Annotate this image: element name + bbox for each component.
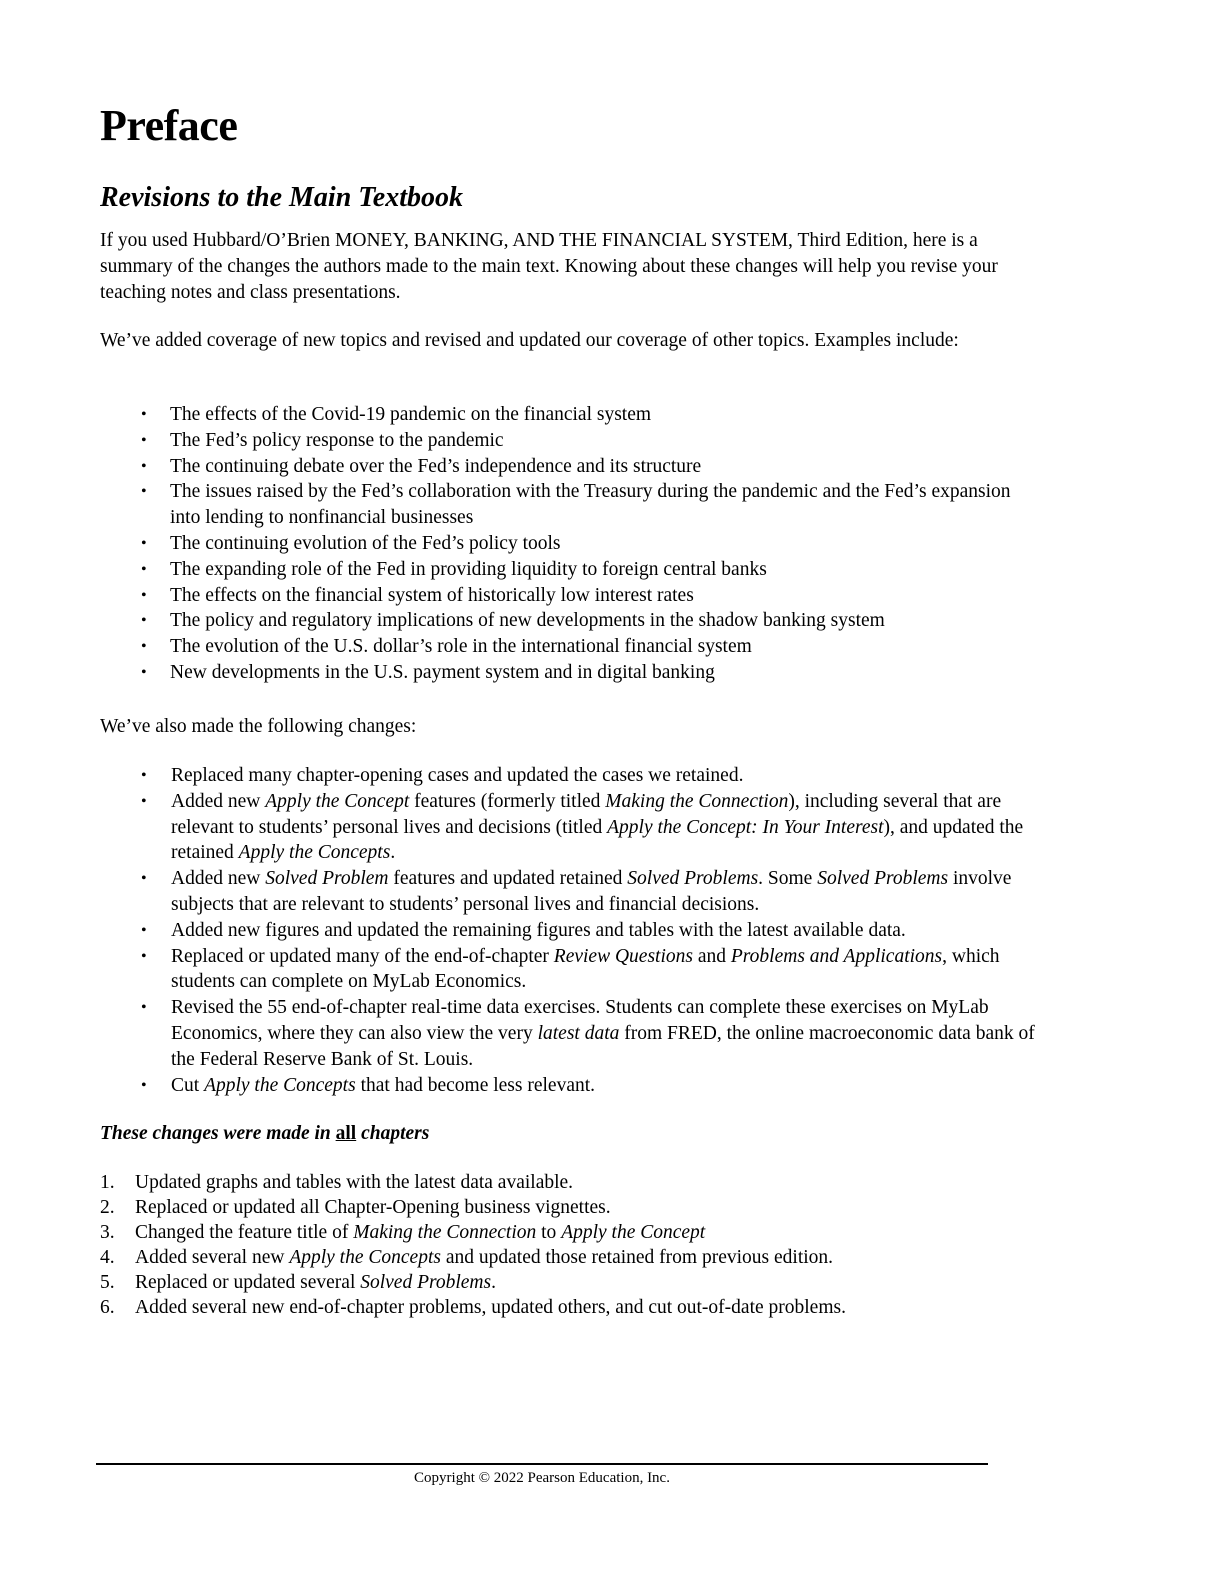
- bullet-icon: •: [141, 792, 147, 810]
- all-chapters-heading: [100, 1121, 429, 1147]
- bullet-icon: •: [141, 999, 147, 1017]
- bullet-icon: •: [141, 560, 147, 578]
- all-chapters-heading-before: These changes were made in: [100, 1123, 336, 1144]
- text-run: that had become less relevant.: [355, 1074, 596, 1096]
- changes-intro-paragraph: We’ve also made the following changes:: [100, 716, 417, 737]
- text-run: , which students can complete on MyLab Economics.: [171, 945, 1000, 993]
- text-run: Updated graphs and tables with the latest data available.: [135, 1172, 574, 1193]
- list-item-text: The issues raised by the Fed’s collaboration with the Treasury during the pandemic and the Fed’s expansion into lending to nonfinancial businesses: [170, 481, 1011, 529]
- item-number: 5.: [100, 1272, 115, 1293]
- bullet-icon: •: [141, 767, 147, 784]
- italic-text: Solved Problem: [265, 868, 389, 890]
- text-run: features (formerly titled: [409, 790, 606, 812]
- item-number: 3.: [100, 1222, 115, 1243]
- list-item-text: The evolution of the U.S. dollar’s role in the international financial system: [170, 636, 752, 658]
- bullet-icon: •: [141, 947, 147, 965]
- italic-text: Solved Problems: [360, 1272, 492, 1293]
- footer-copyright: Copyright © 2022 Pearson Education, Inc.: [414, 1470, 670, 1486]
- text-run: ), including several that are relevant to students’ personal lives and decisions (titled: [171, 790, 1002, 838]
- bullet-icon: •: [141, 1076, 147, 1094]
- text-run: and updated those retained from previous edition.: [440, 1247, 834, 1268]
- page-title: Preface: [100, 101, 238, 150]
- list-item: [100, 531, 1040, 557]
- text-run: .: [491, 1272, 496, 1293]
- list-item-text: The Fed’s policy response to the pandemic: [170, 429, 504, 451]
- list-item-text: New developments in the U.S. payment system and in digital banking: [170, 661, 715, 683]
- bullet-icon: •: [141, 921, 147, 939]
- text-run: Cut: [171, 1074, 205, 1096]
- italic-text: Review Questions: [553, 945, 693, 967]
- list-item-text: The continuing debate over the Fed’s independence and its structure: [170, 455, 702, 477]
- italic-text: Apply the Concept: [265, 790, 410, 812]
- list-item: [100, 583, 1040, 609]
- bullet-icon: •: [141, 870, 147, 888]
- text-run: If you used Hubbard/O’Brien MONEY, BANKING, AND THE FINANCIAL SYSTEM, Third Edition, here is a summary of the changes the authors made to the main text. Knowing about these changes will help you revise your teaching notes and class presentations.: [100, 230, 998, 303]
- numbered-item: [100, 1270, 1040, 1295]
- bullet-icon: •: [141, 638, 147, 656]
- section-heading: Revisions to the Main Textbook: [100, 182, 464, 213]
- numbered-item: [100, 1295, 1040, 1320]
- list-item: [100, 918, 1040, 944]
- list-item: [100, 789, 1040, 866]
- text-run: .: [390, 842, 396, 864]
- list-item: [100, 634, 1040, 660]
- bullet-icon: •: [141, 431, 147, 449]
- list-item: [100, 428, 1040, 454]
- bullet-icon: •: [141, 457, 147, 475]
- text-run: Replaced or updated many of the end-of-chapter: [171, 945, 554, 967]
- text-run: Replaced or updated several: [135, 1272, 361, 1293]
- italic-text: Apply the Concept: [561, 1222, 706, 1243]
- text-run: Revised the 55 end-of-chapter real-time data exercises. Students can complete these exercises on MyLab Economics, where they can also view the very: [171, 997, 989, 1044]
- text-run: involve subjects that are relevant to students’ personal lives and financial decisions.: [171, 868, 1012, 915]
- text-run: from FRED, the online macroeconomic data bank of the Federal Reserve Bank of St. Louis.: [171, 1022, 1035, 1070]
- list-item: [100, 402, 1040, 428]
- list-item-text: The expanding role of the Fed in providing liquidity to foreign central banks: [170, 558, 767, 580]
- italic-text: Making the Connection: [353, 1222, 537, 1243]
- topics-intro-paragraph: We’ve added coverage of new topics and revised and updated our coverage of other topics. Examples include:: [100, 330, 959, 351]
- bullet-icon: •: [141, 534, 147, 552]
- item-number: 2.: [100, 1197, 115, 1218]
- italic-text: latest data: [537, 1022, 620, 1044]
- list-item: [100, 944, 1040, 996]
- footer-divider: [96, 1463, 988, 1465]
- item-number: 6.: [100, 1297, 115, 1318]
- text-run: features and updated retained: [388, 868, 628, 890]
- all-chapters-heading-after: chapters: [356, 1123, 430, 1144]
- list-item: [100, 454, 1040, 480]
- list-item-text: The effects of the Covid-19 pandemic on the financial system: [170, 404, 652, 425]
- item-number: 1.: [100, 1172, 115, 1193]
- italic-text: Problems and Applications: [730, 945, 943, 967]
- text-run: to: [536, 1222, 562, 1243]
- bullet-icon: •: [141, 406, 147, 423]
- numbered-item: [100, 1170, 1040, 1195]
- text-run: Added new figures and updated the remaining figures and tables with the latest available data.: [171, 919, 906, 941]
- all-chapters-heading-underlined: all: [335, 1123, 357, 1144]
- text-run: Added several new end-of-chapter problems, updated others, and cut out-of-date problems.: [135, 1297, 846, 1318]
- text-run: and: [692, 945, 731, 967]
- italic-text: Apply the Concepts: [204, 1074, 356, 1096]
- numbered-item: [100, 1220, 1040, 1245]
- list-item: [100, 660, 1040, 686]
- italic-text: Apply the Concept: In Your Interest: [607, 816, 884, 838]
- item-number: 4.: [100, 1247, 115, 1268]
- text-run: Added new: [171, 868, 266, 890]
- text-run: Replaced or updated all Chapter-Opening business vignettes.: [135, 1197, 611, 1218]
- text-run: ), and updated the retained: [171, 816, 1024, 864]
- bullet-icon: •: [141, 483, 147, 501]
- text-run: Added several new: [135, 1247, 290, 1268]
- all-chapters-list: [100, 1170, 1040, 1320]
- list-item-text: The effects on the financial system of historically low interest rates: [170, 584, 694, 606]
- text-run: Changed the feature title of: [135, 1222, 354, 1243]
- list-item-text: The continuing evolution of the Fed’s policy tools: [170, 532, 561, 554]
- list-item: [100, 866, 1040, 918]
- list-item: [100, 479, 1040, 531]
- italic-text: Solved Problems: [817, 868, 949, 890]
- italic-text: Apply the Concepts: [238, 842, 391, 864]
- italic-text: Solved Problems: [627, 868, 759, 890]
- list-item: [100, 1073, 1040, 1099]
- list-item: [100, 608, 1040, 634]
- list-item: [100, 763, 1040, 789]
- topics-list: [100, 402, 1040, 686]
- numbered-item: [100, 1245, 1040, 1270]
- numbered-item: [100, 1195, 1040, 1220]
- bullet-icon: •: [141, 612, 147, 630]
- italic-text: Apply the Concepts: [289, 1247, 441, 1268]
- text-run: Added new: [171, 790, 266, 812]
- intro-paragraph: [100, 228, 1040, 305]
- list-item-text: The policy and regulatory implications of new developments in the shadow banking system: [170, 610, 885, 632]
- list-item: [100, 995, 1040, 1072]
- text-run: Replaced many chapter-opening cases and updated the cases we retained.: [171, 765, 744, 786]
- text-run: . Some: [758, 868, 818, 890]
- changes-list: [100, 763, 1040, 1098]
- bullet-icon: •: [141, 586, 147, 604]
- document-page: [100, 96, 1040, 1318]
- bullet-icon: •: [141, 663, 147, 681]
- italic-text: Making the Connection: [605, 790, 789, 812]
- list-item: [100, 557, 1040, 583]
